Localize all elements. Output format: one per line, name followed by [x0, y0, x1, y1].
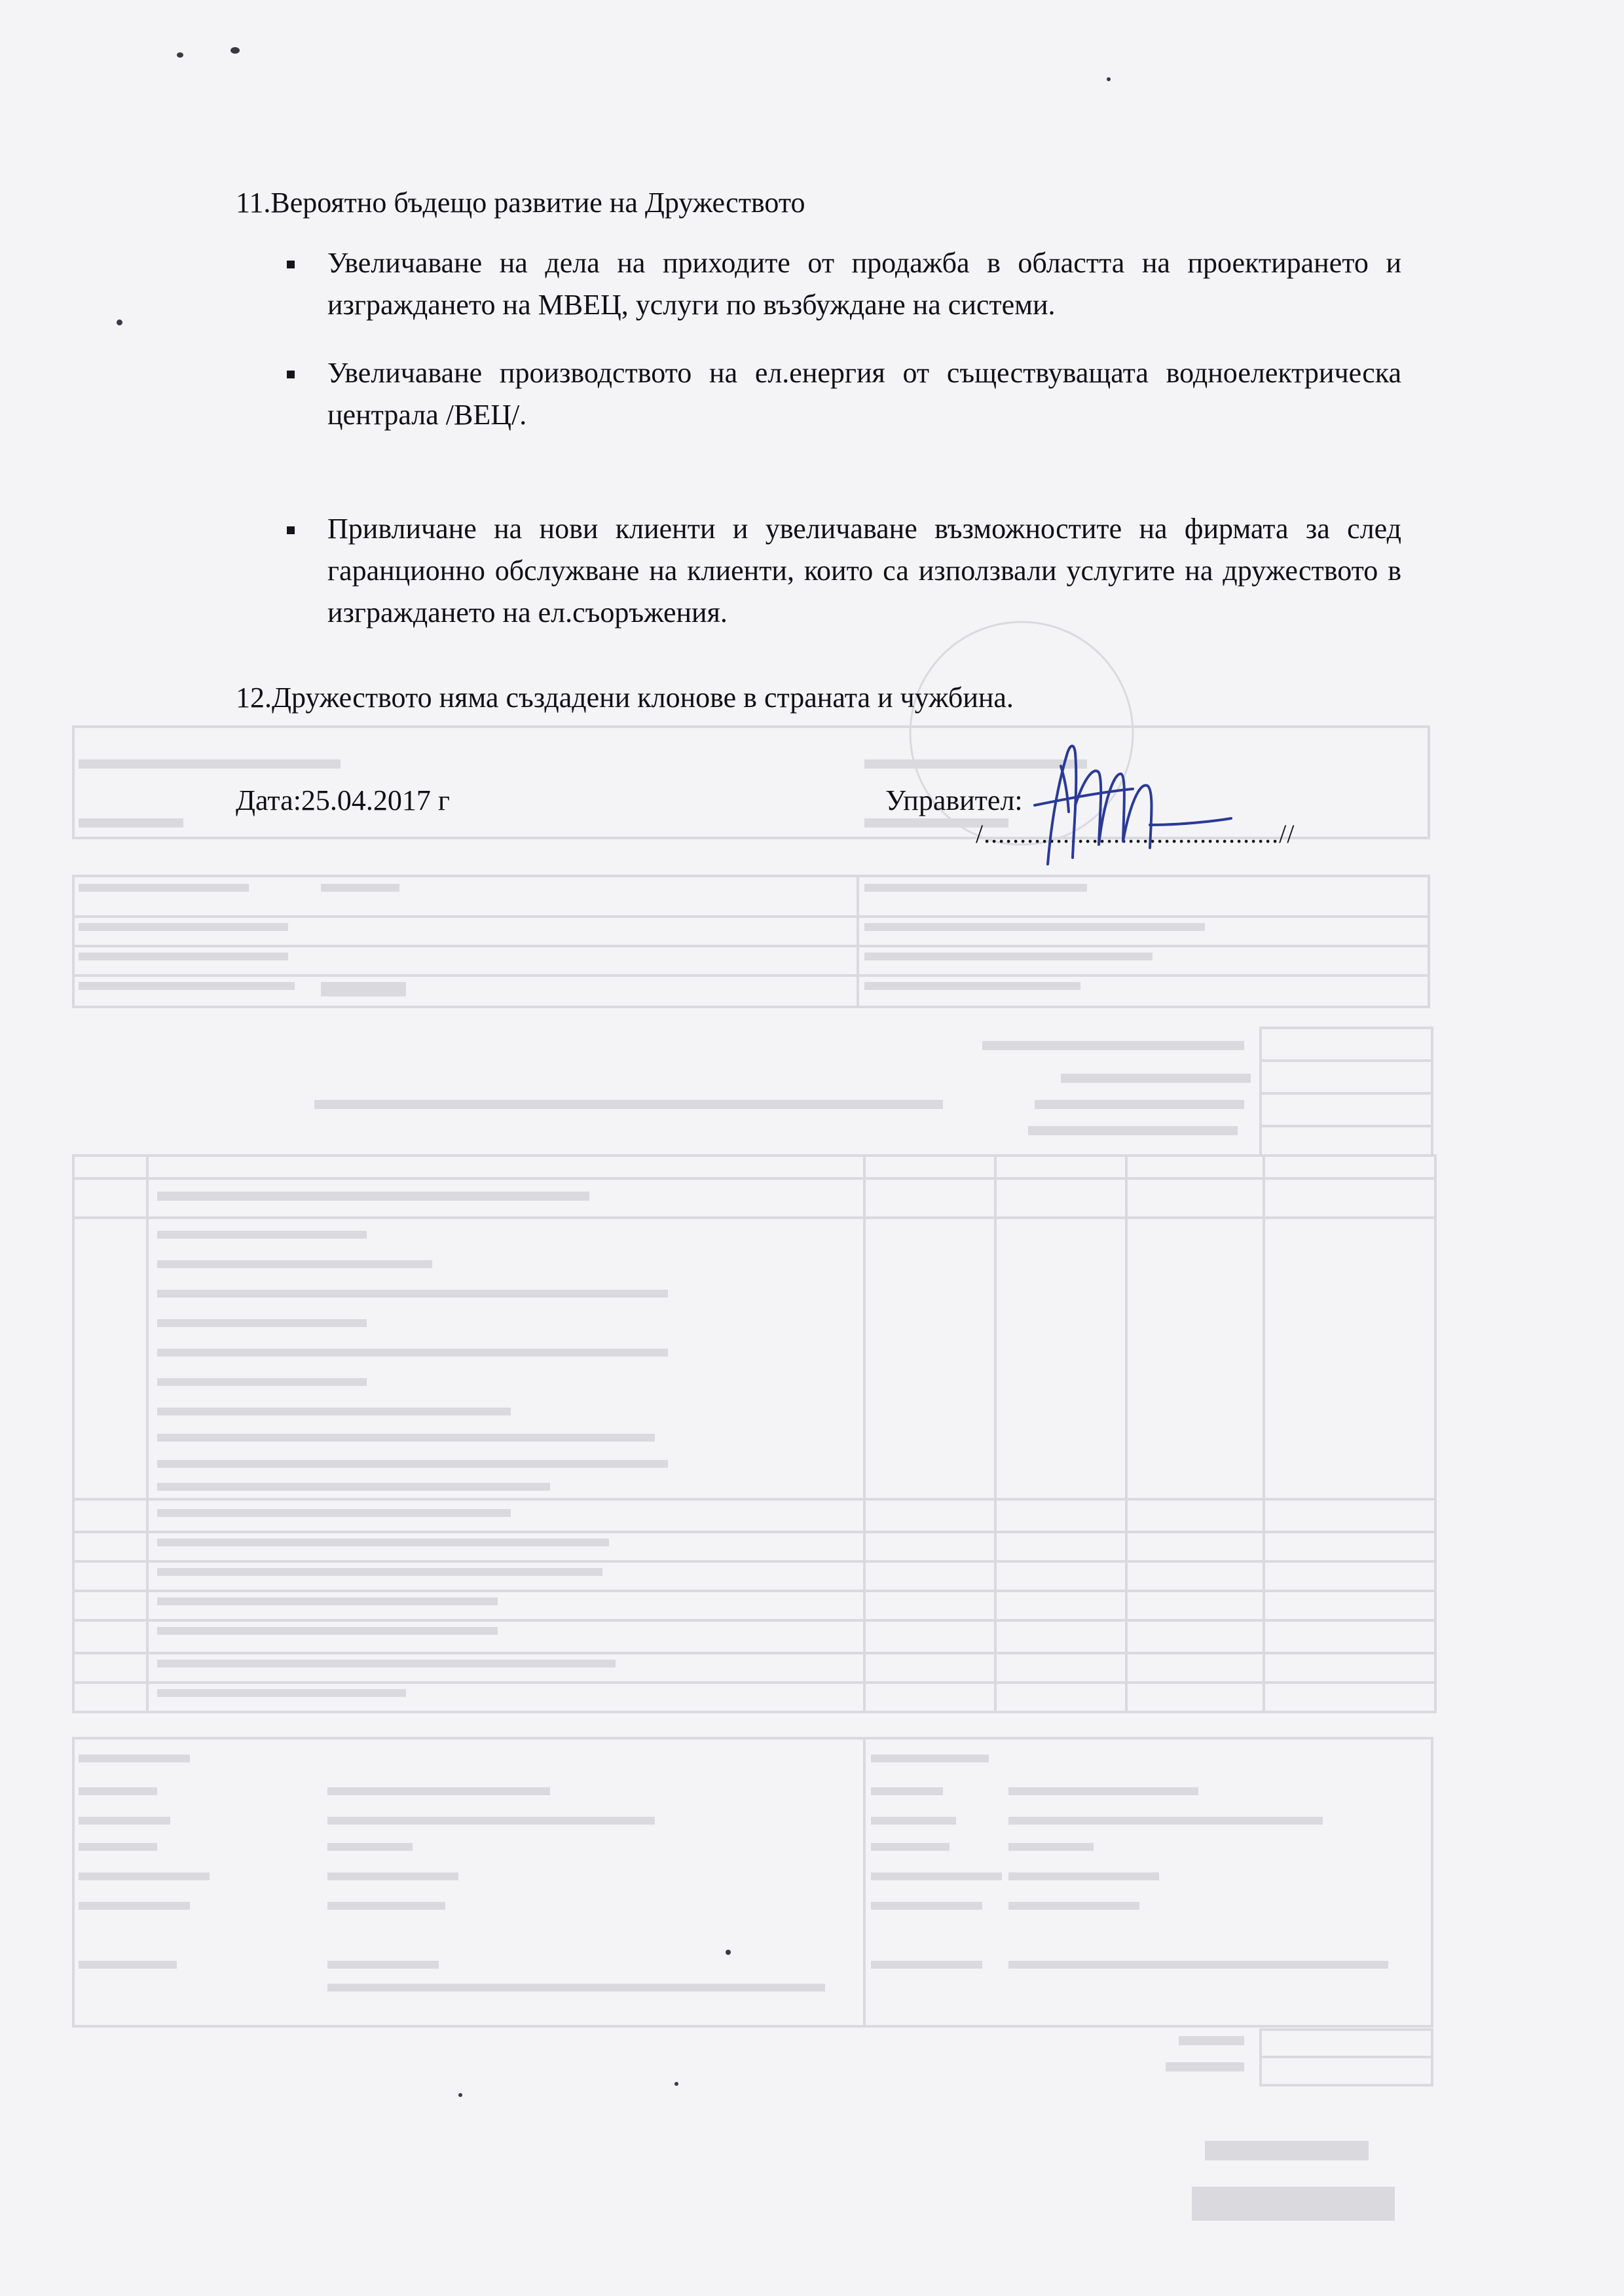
development-list	[282, 242, 1401, 634]
list-item	[282, 352, 1401, 436]
scan-speck	[117, 319, 122, 325]
document-date: Дата:25.04.2017 г	[236, 784, 450, 816]
list-item-text: Привличане на нови клиенти и увеличаване възможностите на фирмата за след гаранционно обслужване на клиенти, които са използвали услугите на дружеството в изграждането на ел.съоръжения.	[327, 513, 1401, 629]
signature-line: /.........................................//	[976, 819, 1295, 848]
scan-speck	[177, 52, 183, 58]
list-item	[282, 242, 1401, 326]
scan-speck	[674, 2082, 678, 2086]
section-11-heading: 11.Вероятно бъдещо развитие на Дружеството	[236, 187, 805, 219]
scan-speck	[231, 47, 240, 54]
list-item-text: Увеличаване на дела на приходите от продажба в областта на проектирането и изграждането на МВЕЦ, услуги по възбуждане на системи.	[327, 247, 1401, 321]
handwritten-signature	[1022, 727, 1238, 884]
scan-speck	[458, 2093, 462, 2097]
scan-speck	[1107, 77, 1111, 81]
section-12-heading: 12.Дружеството няма създадени клонове в страната и чужбина.	[236, 682, 1014, 714]
list-item	[282, 508, 1401, 634]
square-bullet-icon	[287, 371, 295, 378]
list-item-text: Увеличаване производството на ел.енергия от съществуващата водноелектрическа централа /ВЕЦ/.	[327, 357, 1401, 431]
scan-speck	[726, 1950, 731, 1955]
square-bullet-icon	[287, 261, 295, 268]
square-bullet-icon	[287, 526, 295, 534]
manager-label: Управител:	[885, 784, 1023, 816]
